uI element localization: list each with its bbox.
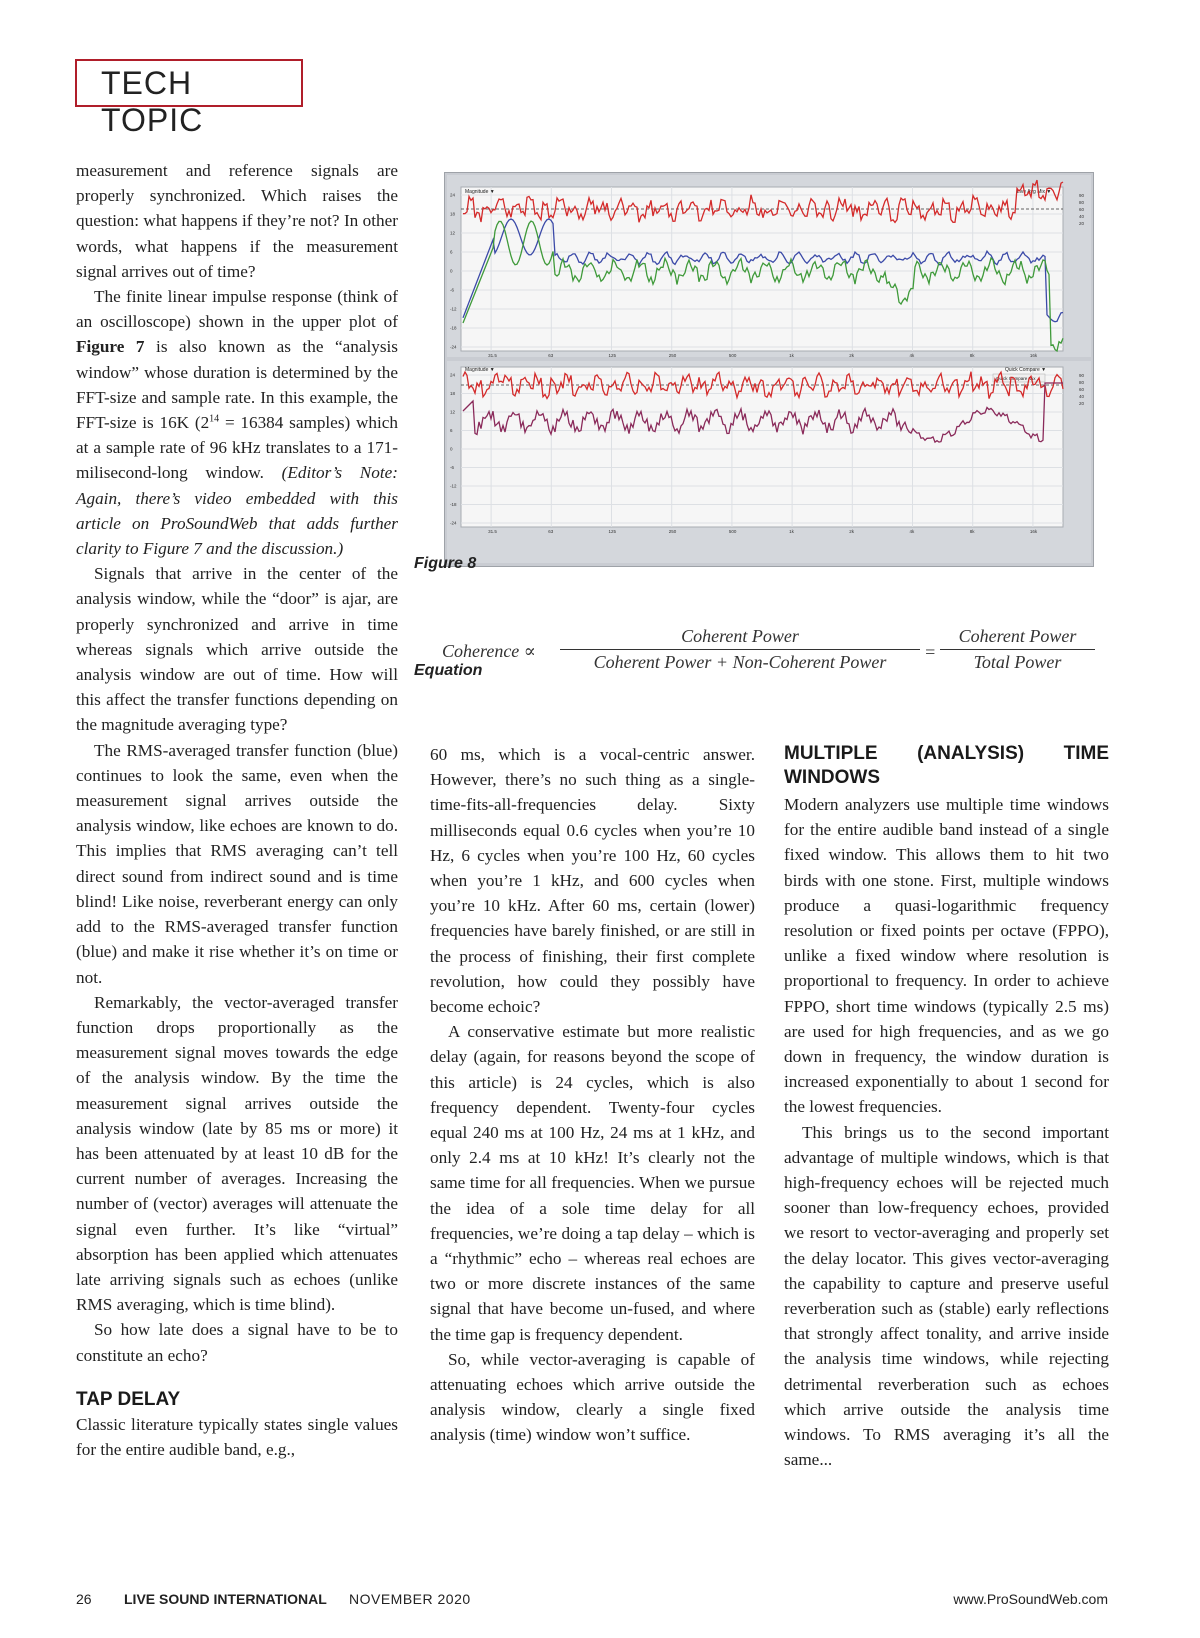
freq-tick-label: 8k — [969, 353, 975, 358]
right-tick-label: 20 — [1079, 221, 1085, 226]
bottom-magnitude-label: Magnitude ▼ — [465, 367, 495, 373]
db-tick-label: 12 — [450, 230, 456, 236]
freq-tick-label: 63 — [548, 529, 554, 534]
col2-paragraph-3: So, while vector-averaging is capable of attenuating echoes which arrive outside the analysis window, clearly a single fixed analysis (time) window won’t suffice. — [430, 1349, 755, 1445]
col1-paragraph-5: Remarkably, the vector-averaged transfer function drops proportionally as the measurement signal moves towards the edge of the analysis window. By the time the measurement signal arrives outside the analysis window (late by 85 ms or more) it has been attenuated by at least 10 dB for the current number of averages. Increasing the number of (vector) averages will attenuate the signal even further. It’s like “virtual” absorption has been applied which attenuates late arriving signals such as echoes (unlike RMS averaging, which is time blind). — [76, 992, 398, 1315]
db-tick-label: 12 — [450, 409, 456, 415]
heading-multiple-time-windows: MULTIPLE (ANALYSIS) TIME WINDOWS — [784, 743, 1109, 788]
col3-paragraph-2: This brings us to the second important advantage of multiple windows, which is that high-frequency echoes will be rejected much sooner than low-frequency echoes, provided we resort to vector-averaging and properly set the delay locator. This gives vector-averaging the capability to capture and preserve useful reverberation such as (stable) early reflections that strongly affect tonality, and arrive inside the analysis time windows, while rejecting detrimental reverberation such as echoes which arrive outside the analysis time windows. To RMS averaging it’s all the same... — [784, 1122, 1109, 1470]
col2-paragraph-1: 60 ms, which is a vocal-centric answer. However, there’s no such thing as a single-time-fits-all-frequencies delay. Sixty milliseconds equal 0.6 cycles when you’re 10 Hz, 6 cycles when you’re 100 Hz, 60 cycles when you’re 1 kHz, and 600 cycles when you’re 10 kHz. After 60 ms, certain (lower) frequencies have barely finished, or are still in the process of finishing, their first complete revolution, how could they possibly have become echoic? — [430, 745, 755, 1017]
right-tick-label: 40 — [1079, 394, 1085, 399]
right-tick-label: 90 — [1079, 193, 1085, 198]
freq-tick-label: 4k — [909, 353, 915, 358]
db-tick-label: -18 — [450, 325, 457, 331]
freq-tick-label: 31.5 — [488, 529, 497, 534]
quick-compare-mix-label: Quick Compare Mix — [996, 376, 1036, 381]
fraction-2-numerator: Coherent Power — [958, 626, 1077, 646]
freq-tick-label: 8k — [969, 529, 975, 534]
column-2 — [430, 742, 755, 1448]
right-tick-label: 60 — [1079, 387, 1085, 392]
editors-note: (Editor’s Note: Again, there’s video embedded with this article on ProSoundWeb that adds further clarity to Figure 7 and the discussion.) — [76, 463, 398, 559]
db-tick-label: 18 — [450, 391, 456, 396]
figure-7-ref: Figure 7 — [76, 337, 145, 357]
right-tick-label: 90 — [1079, 373, 1085, 378]
heading-tap-delay: TAP DELAY — [76, 1388, 181, 1410]
right-tick-label: 80 — [1079, 200, 1085, 205]
freq-tick-label: 500 — [728, 353, 737, 358]
figure-8-caption: Figure 8 — [414, 555, 477, 572]
coherence-equation — [440, 620, 1100, 680]
db-tick-label: 0 — [450, 446, 453, 452]
right-tick-label: 60 — [1079, 207, 1085, 212]
freq-tick-label: 63 — [548, 353, 554, 358]
fraction-1-denominator: Coherent Power + Non-Coherent Power — [560, 649, 920, 673]
db-tick-label: 18 — [450, 211, 456, 217]
equation-fraction-2 — [940, 626, 1095, 673]
col3-paragraph-1: Modern analyzers use multiple time windows for the entire audible band instead of a single fixed window. This allows them to hit two birds with one stone. First, multiple windows produce a quasi-logarithmic frequency resolution or fixed points per octave (FPPO), unlike a fixed window where resolution is proportional to frequency. In order to achieve FPPO, short time windows (typically 2.5 ms) are used for high frequencies, and as we go down in frequency, the window duration is increased exponentially to about 1 second for the lowest frequencies. — [784, 795, 1109, 1117]
right-tick-label: 80 — [1079, 380, 1085, 385]
bottom-quick-compare-label: Quick Compare ▼ — [1005, 367, 1047, 373]
freq-tick-label: 250 — [668, 353, 677, 358]
freq-tick-label: 250 — [668, 529, 677, 534]
column-1 — [76, 158, 398, 1462]
db-tick-label: 6 — [450, 249, 453, 255]
col1-paragraph-2: The finite linear impulse response (think of an oscilloscope) shown in the upper plot of Figure 7 is also known as the “analysis window” whose duration is determined by the FFT-size and sample rate. In this example, the FFT-size is 16K ($2^{14} = 16384$ samples) which at a sample rate of 96 kHz translates to a 171-milisecond-long window. (Editor’s Note: Again, there’s video embedded with this article on ProSoundWeb that adds further clarity to Figure 7 and the discussion.) — [76, 287, 398, 559]
section-label: TECH TOPIC — [101, 65, 204, 138]
equation-lhs: Coherence ∝ — [442, 641, 536, 661]
col1-paragraph-6: So how late does a signal have to be to constitute an echo? — [76, 1320, 398, 1365]
top-live-avg-label: Live Avg Mix ▼ — [1017, 189, 1052, 195]
db-tick-label: -6 — [450, 465, 455, 470]
figure-8-plot — [445, 173, 1093, 566]
db-tick-label: 24 — [450, 192, 456, 198]
freq-tick-label: 125 — [608, 529, 617, 534]
equation-caption: Equation — [414, 662, 483, 679]
freq-tick-label: 16k — [1029, 353, 1038, 358]
column-3 — [784, 742, 1109, 1472]
db-tick-label: -24 — [450, 344, 457, 350]
section-label-box — [75, 59, 303, 138]
col1-paragraph-4: The RMS-averaged transfer function (blue) continues to look the same, even when the measurement signal arrives outside the analysis window, like echoes are known to do. This implies that RMS averaging can’t tell direct sound from indirect sound and is time blind! Like noise, reverberant energy can only add to the RMS-averaged transfer function (blue) and make it rise whether it’s on time or not. — [76, 740, 398, 987]
freq-tick-label: 1k — [789, 353, 794, 358]
top-magnitude-label: Magnitude ▼ — [465, 189, 495, 195]
db-tick-label: -12 — [450, 306, 457, 312]
db-tick-label: -12 — [450, 483, 457, 489]
fraction-2-denominator: Total Power — [940, 649, 1095, 673]
db-tick-label: -18 — [450, 502, 457, 507]
freq-tick-label: 500 — [728, 529, 737, 534]
freq-tick-label: 1k — [789, 529, 794, 534]
col1-paragraph-3: Signals that arrive in the center of the analysis window, while the “door” is ajar, are properly synchronized and arrive in time whereas signals which arrive outside the analysis window are out of time. How will this affect the transfer functions depending on the magnitude averaging type? — [76, 564, 398, 735]
equals-sign: = — [924, 642, 937, 662]
freq-tick-label: 125 — [608, 353, 617, 358]
fraction-1-numerator: Coherent Power — [681, 626, 799, 646]
right-tick-label: 20 — [1079, 401, 1085, 406]
db-tick-label: -6 — [450, 287, 455, 293]
db-tick-label: 24 — [450, 372, 456, 378]
website-url[interactable]: www.ProSoundWeb.com — [953, 1591, 1108, 1607]
freq-tick-label: 31.5 — [488, 353, 497, 358]
magazine-name: LIVE SOUND INTERNATIONAL — [124, 1591, 327, 1607]
col1-paragraph-7: Classic literature typically states single values for the entire audible band, e.g., — [76, 1414, 398, 1459]
freq-tick-label: 2k — [849, 529, 855, 534]
figure-8-image — [444, 172, 1094, 567]
db-tick-label: 6 — [450, 428, 453, 433]
issue-date: NOVEMBER 2020 — [349, 1591, 471, 1607]
col1-paragraph-1: measurement and reference signals are properly synchronized. Which raises the question: what happens if they’re not? In other words, what happens if the measurement signal arrives out of time? — [76, 161, 398, 281]
freq-tick-label: 2k — [849, 353, 855, 358]
col2-paragraph-2: A conservative estimate but more realistic delay (again, for reasons beyond the scope of this article) is 24 cycles, which is also frequency dependent. Twenty-four cycles equal 240 ms at 100 Hz, 24 ms at 1 kHz, and only 2.4 ms at 10 kHz! It’s clearly not the same time for all frequencies. When we pursue the idea of a sole time delay for all frequencies, we’re doing a tap delay – which is a “rhythmic” echo – whereas real echoes are two or more discrete instances of the same signal that have become un-fused, and where the time gap is frequency dependent. — [430, 1022, 755, 1344]
freq-tick-label: 16k — [1029, 529, 1038, 534]
db-tick-label: 0 — [450, 268, 453, 274]
freq-tick-label: 4k — [909, 529, 915, 534]
db-tick-label: -24 — [450, 520, 457, 526]
right-tick-label: 40 — [1079, 214, 1085, 219]
equation-fraction-1 — [560, 626, 920, 673]
page-number: 26 — [76, 1591, 92, 1607]
